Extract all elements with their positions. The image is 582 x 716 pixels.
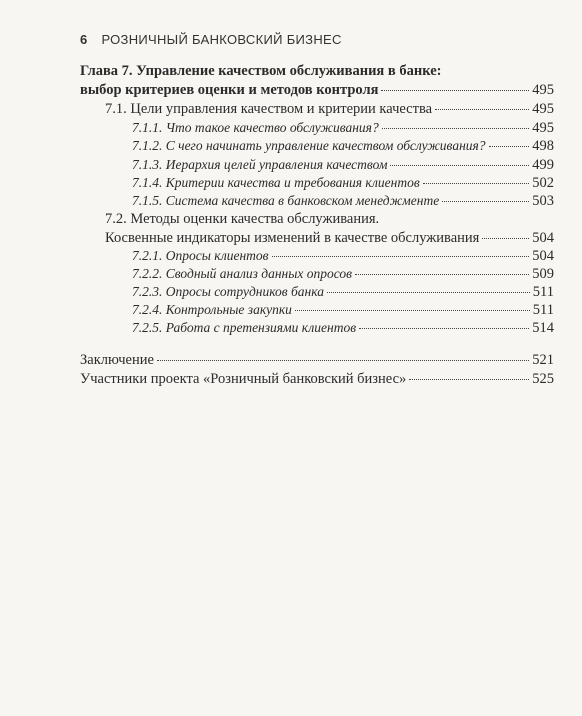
leader-dots <box>390 153 529 166</box>
entry-text: Участники проекта «Розничный банковский бизнес» <box>80 371 407 387</box>
page-ref: 514 <box>532 320 554 336</box>
leader-dots <box>482 226 529 239</box>
page-number: 6 <box>80 32 88 47</box>
page-ref: 509 <box>532 266 554 282</box>
leader-dots <box>442 189 529 202</box>
leader-dots <box>355 262 529 275</box>
page-ref: 499 <box>532 157 554 173</box>
toc-entry-7-2-5[interactable] <box>132 319 554 337</box>
entry-text: 7.2. Методы оценки качества обслуживания. <box>105 211 380 227</box>
entry-text: 7.2.4. Контрольные закупки <box>132 302 292 317</box>
leader-dots <box>423 171 530 184</box>
running-title: РОЗНИЧНЫЙ БАНКОВСКИЙ БИЗНЕС <box>101 32 342 47</box>
leader-dots <box>435 97 529 110</box>
running-header <box>80 32 342 47</box>
page-ref: 498 <box>532 138 554 154</box>
page-ref: 521 <box>532 352 554 368</box>
page-ref: 511 <box>532 302 554 318</box>
page-ref: 502 <box>532 175 554 191</box>
leader-dots <box>359 316 529 329</box>
leader-dots <box>489 134 530 147</box>
page-ref: 525 <box>532 371 554 387</box>
entry-text: 7.2.3. Опросы сотрудников банка <box>132 284 324 299</box>
leader-dots <box>382 116 530 129</box>
page-ref: 503 <box>532 193 554 209</box>
chapter-title-line1: Глава 7. Управление качеством обслуживания в банке: <box>80 63 442 79</box>
leader-dots <box>409 367 529 380</box>
page-ref: 504 <box>532 230 554 246</box>
leader-dots <box>381 78 529 91</box>
entry-text: 7.2.2. Сводный анализ данных опросов <box>132 266 353 281</box>
entry-text: 7.1.3. Иерархия целей управления качеством <box>132 157 388 172</box>
leader-dots <box>157 348 529 361</box>
leader-dots <box>272 244 530 257</box>
entry-text: 7.1.1. Что такое качество обслуживания? <box>132 120 379 135</box>
entry-text: 7.2.1. Опросы клиентов <box>132 248 269 263</box>
entry-text: 7.1.4. Критерии качества и требования клиентов <box>132 175 420 190</box>
entry-text: Заключение <box>80 352 154 368</box>
entry-text: 7.1.2. С чего начинать управление качеством обслуживания? <box>132 138 486 153</box>
page-ref: 495 <box>532 120 554 136</box>
leader-dots <box>295 298 530 311</box>
chapter-title-line2: выбор критериев оценки и методов контроля <box>80 82 379 98</box>
entry-text: 7.1.5. Система качества в банковском менеджменте <box>132 193 440 208</box>
toc-entry-participants[interactable] <box>80 370 554 388</box>
toc-entry-7-1-5[interactable] <box>132 192 554 210</box>
entry-text: 7.2.5. Работа с претензиями клиентов <box>132 320 357 335</box>
leader-dots <box>327 280 530 293</box>
page-ref: 511 <box>532 284 554 300</box>
entry-text: 7.1. Цели управления качеством и критерии качества <box>105 101 433 117</box>
page-ref: 504 <box>532 248 554 264</box>
page-ref: 495 <box>532 101 554 117</box>
page-ref: 495 <box>532 82 554 98</box>
entry-text: Косвенные индикаторы изменений в качестве обслуживания <box>105 230 480 246</box>
